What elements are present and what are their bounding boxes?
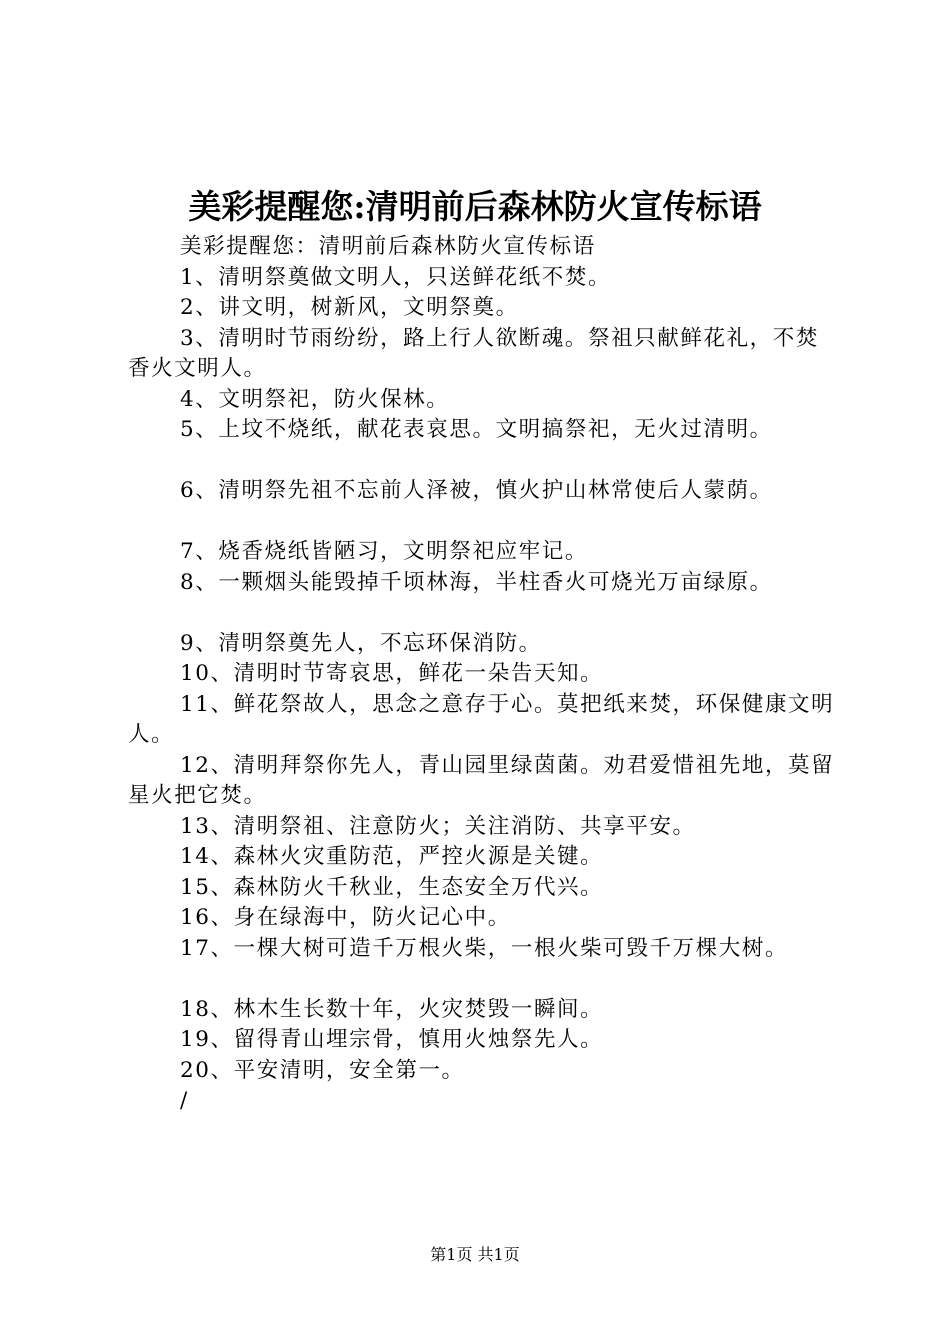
- paragraph: 3、清明时节雨纷纷，路上行人欲断魂。祭祖只献鲜花礼，不焚香火文明人。: [128, 325, 819, 381]
- paragraph: 14、森林火灾重防范，严控火源是关键。: [180, 844, 604, 869]
- paragraph: 1、清明祭奠做文明人，只送鲜花纸不焚。: [180, 264, 612, 290]
- paragraph: 4、文明祭祀，防火保林。: [180, 386, 450, 412]
- document-title: 美彩提醒您:清明前后森林防火宣传标语: [188, 187, 762, 226]
- page-footer: 第1页 共1页: [430, 1245, 520, 1264]
- paragraph: 12、清明拜祭你先人，青山园里绿茵菌。劝君爱惜祖先地，莫留星火把它焚。: [128, 752, 835, 808]
- paragraph: 18、林木生长数十年，火灾焚毁一瞬间。: [180, 996, 604, 1022]
- paragraph: 美彩提醒您：清明前后森林防火宣传标语: [180, 234, 596, 259]
- paragraph: 16、身在绿海中，防火记心中。: [180, 905, 511, 930]
- paragraph: 11、鲜花祭故人，思念之意存于心。莫把纸来焚，环保健康文明人。: [128, 691, 835, 747]
- paragraph: 8、一颗烟头能毁掉千顷林海，半柱香火可烧光万亩绿原。: [180, 569, 773, 595]
- paragraph: 17、一棵大树可造千万根火柴，一根火柴可毁千万棵大树。: [180, 935, 789, 961]
- paragraph: 19、留得青山埋宗骨，慎用火烛祭先人。: [180, 1027, 604, 1052]
- paragraph: /: [180, 1088, 189, 1113]
- document-body: [128, 232, 838, 1117]
- paragraph: 2、讲文明，树新风，文明祭奠。: [180, 295, 519, 320]
- paragraph: 15、森林防火千秋业，生态安全万代兴。: [180, 874, 604, 900]
- paragraph: 5、上坟不烧纸，献花表哀思。文明搞祭祀，无火过清明。: [180, 417, 773, 442]
- paragraph: 7、烧香烧纸皆陋习，文明祭祀应牢记。: [180, 539, 588, 564]
- paragraph: 9、清明祭奠先人，不忘环保消防。: [180, 630, 542, 656]
- paragraph: 20、平安清明，安全第一。: [180, 1057, 465, 1083]
- paragraph: 13、清明祭祖、注意防火；关注消防、共享平安。: [180, 813, 696, 839]
- paragraph: 6、清明祭先祖不忘前人泽被，慎火护山林常使后人蒙荫。: [180, 478, 773, 503]
- paragraph: 10、清明时节寄哀思，鲜花一朵告天知。: [180, 661, 604, 686]
